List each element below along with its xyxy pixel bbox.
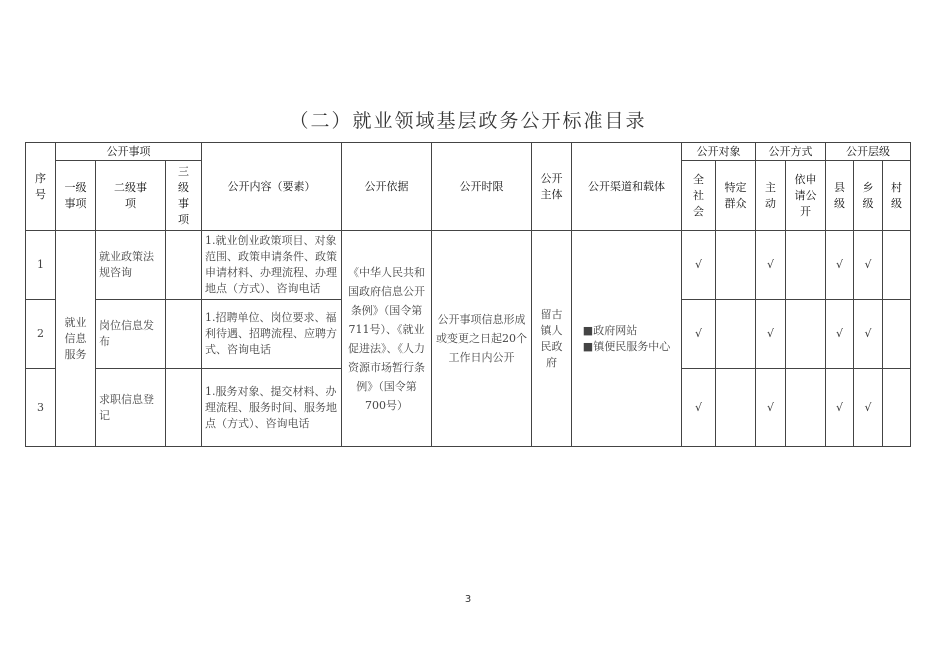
row-seq: 1 <box>26 231 56 300</box>
method-apply-mark <box>786 300 826 369</box>
method-active-mark: √ <box>756 369 786 447</box>
level2-item: 岗位信息发布 <box>96 300 166 369</box>
content-cell: 1.服务对象、提交材料、办理流程、服务时间、服务地点（方式）、咨询电话 <box>202 369 342 447</box>
lvl-town-mark: √ <box>854 300 883 369</box>
subject-cell: 留古镇人民政府 <box>532 231 572 447</box>
obj-specific-mark <box>716 369 756 447</box>
channel-website: ■政府网站 <box>582 323 638 337</box>
channel-cell <box>572 231 682 447</box>
time-limit-cell: 公开事项信息形成或变更之日起20个工作日内公开 <box>432 231 532 447</box>
header-level2: 二级事项 <box>96 161 166 231</box>
header-method-active: 主动 <box>756 161 786 231</box>
page-title: （二）就业领域基层政务公开标准目录 <box>289 110 647 132</box>
header-object-group: 公开对象 <box>682 143 756 161</box>
header-matter-group: 公开事项 <box>56 143 202 161</box>
header-level1: 一级事项 <box>56 161 96 231</box>
page-number: 3 <box>464 594 472 605</box>
obj-all-mark: √ <box>682 300 716 369</box>
obj-specific-mark <box>716 231 756 300</box>
header-lvl-village: 村级 <box>883 161 911 231</box>
obj-all-mark: √ <box>682 369 716 447</box>
level3-item <box>166 369 202 447</box>
level3-item <box>166 300 202 369</box>
lvl-county-mark: √ <box>826 369 854 447</box>
header-channel: 公开渠道和载体 <box>572 143 682 231</box>
header-subject: 公开主体 <box>532 143 572 231</box>
content-cell: 1.就业创业政策项目、对象范围、政策申请条件、政策申请材料、办理流程、办理地点（方式）、咨询电话 <box>202 231 342 300</box>
header-content: 公开内容（要素） <box>202 143 342 231</box>
header-method-apply: 依申请公开 <box>786 161 826 231</box>
lvl-county-mark: √ <box>826 300 854 369</box>
obj-all-mark: √ <box>682 231 716 300</box>
method-apply-mark <box>786 231 826 300</box>
row-seq: 3 <box>26 369 56 447</box>
method-apply-mark <box>786 369 826 447</box>
table-row <box>26 231 911 300</box>
header-obj-specific: 特定群众 <box>716 161 756 231</box>
header-basis: 公开依据 <box>342 143 432 231</box>
header-level3: 三级事项 <box>166 161 202 231</box>
content-cell: 1.招聘单位、岗位要求、福利待遇、招聘流程、应聘方式、咨询电话 <box>202 300 342 369</box>
lvl-county-mark: √ <box>826 231 854 300</box>
header-time-limit: 公开时限 <box>432 143 532 231</box>
lvl-village-mark <box>883 300 911 369</box>
header-lvl-county: 县级 <box>826 161 854 231</box>
header-seq: 序号 <box>26 143 56 231</box>
lvl-town-mark: √ <box>854 369 883 447</box>
basis-cell: 《中华人民共和国政府信息公开条例》（国令第711号）、《就业促进法》、《人力资源市场暂行条例》（国令第700号） <box>342 231 432 447</box>
header-method-group: 公开方式 <box>756 143 826 161</box>
header-row-1 <box>26 143 911 161</box>
disclosure-catalog-table <box>25 142 911 447</box>
lvl-town-mark: √ <box>854 231 883 300</box>
level2-item: 就业政策法规咨询 <box>96 231 166 300</box>
level2-item: 求职信息登记 <box>96 369 166 447</box>
row-seq: 2 <box>26 300 56 369</box>
lvl-village-mark <box>883 231 911 300</box>
lvl-village-mark <box>883 369 911 447</box>
header-lvl-town: 乡级 <box>854 161 883 231</box>
header-obj-all: 全社会 <box>682 161 716 231</box>
channel-service-center: ■镇便民服务中心 <box>582 339 671 353</box>
header-level-group: 公开层级 <box>826 143 911 161</box>
level3-item <box>166 231 202 300</box>
method-active-mark: √ <box>756 231 786 300</box>
level1-item: 就业信息服务 <box>56 231 96 447</box>
obj-specific-mark <box>716 300 756 369</box>
method-active-mark: √ <box>756 300 786 369</box>
